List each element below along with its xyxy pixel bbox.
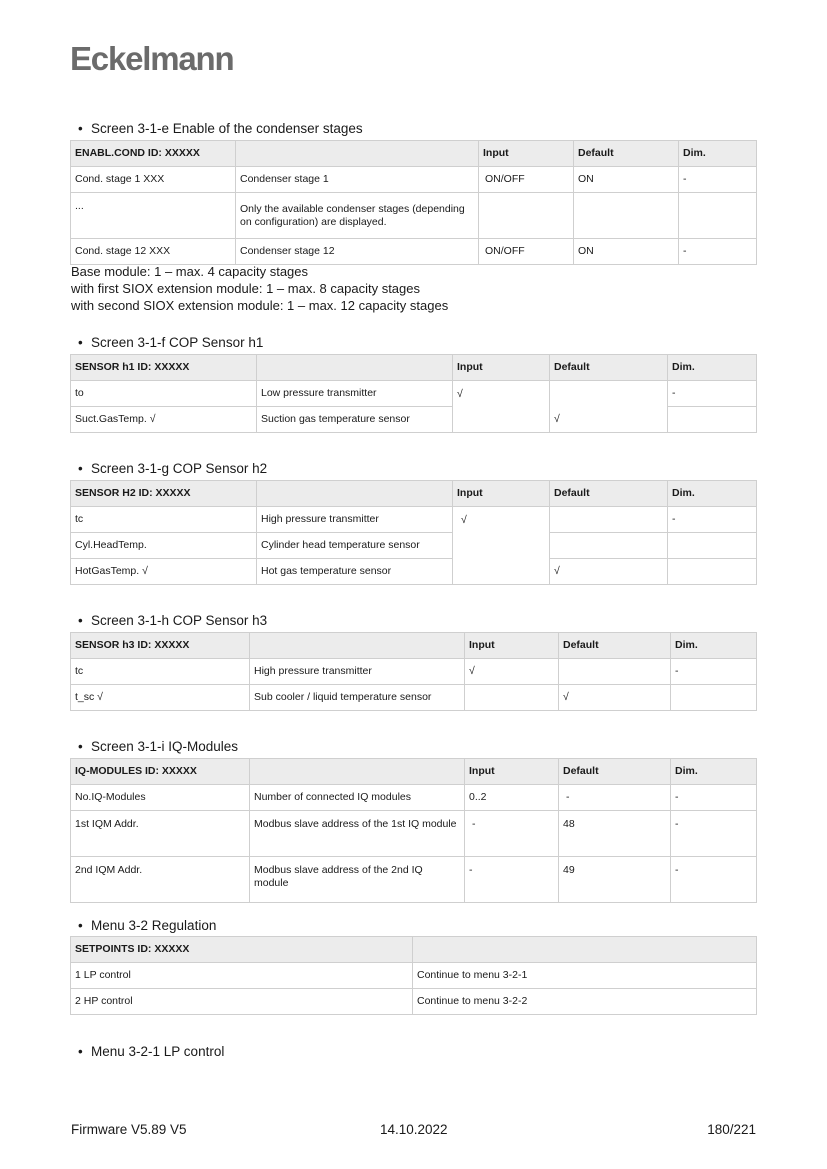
table-row — [71, 659, 757, 685]
header-cell: Dim. — [679, 141, 757, 167]
cell: ... — [71, 193, 236, 239]
table-row — [71, 507, 757, 533]
header-cell — [250, 633, 465, 659]
cell — [465, 685, 559, 711]
header-cell: Default — [574, 141, 679, 167]
cell — [668, 559, 757, 585]
cell: Suction gas temperature sensor — [257, 407, 453, 433]
table-header-row — [71, 141, 757, 167]
sensor-h2-table — [70, 480, 757, 585]
header-cell — [257, 481, 453, 507]
cell: Modbus slave address of the 2nd IQ module — [250, 857, 465, 903]
cell: 2nd IQM Addr. — [71, 857, 250, 903]
table-row — [71, 685, 757, 711]
table-row — [71, 167, 757, 193]
condenser-stages-table — [70, 140, 757, 265]
cell: Cond. stage 1 XXX — [71, 167, 236, 193]
cell — [668, 407, 757, 433]
section-heading-h3: • Screen 3-1-h COP Sensor h3 — [78, 613, 268, 628]
cell: √ — [550, 381, 668, 433]
cell: tc — [71, 659, 250, 685]
cell: to — [71, 381, 257, 407]
footer-page-number: 180/221 — [707, 1122, 756, 1137]
header-cell: Dim. — [668, 481, 757, 507]
header-cell: Default — [550, 355, 668, 381]
header-cell — [257, 355, 453, 381]
cell — [679, 193, 757, 239]
cell: 1st IQM Addr. — [71, 811, 250, 857]
footer-firmware: Firmware V5.89 V5 — [71, 1122, 187, 1137]
cell: ON — [574, 239, 679, 265]
cell — [574, 193, 679, 239]
cell: tc — [71, 507, 257, 533]
iq-modules-table — [70, 758, 757, 903]
cell: - — [668, 381, 757, 407]
section-heading-h1: • Screen 3-1-f COP Sensor h1 — [78, 335, 264, 350]
table-row — [71, 963, 757, 989]
header-cell: Input — [453, 355, 550, 381]
table-row — [71, 239, 757, 265]
header-cell — [250, 759, 465, 785]
cell: √ — [453, 507, 550, 585]
sensor-h3-table — [70, 632, 757, 711]
header-cell: Input — [465, 759, 559, 785]
header-cell: Dim. — [671, 633, 757, 659]
cell: Hot gas temperature sensor — [257, 559, 453, 585]
table-row — [71, 559, 757, 585]
header-cell: SENSOR H2 ID: XXXXX — [71, 481, 257, 507]
cell: Continue to menu 3-2-1 — [413, 963, 757, 989]
header-cell: Default — [550, 481, 668, 507]
table-row — [71, 193, 757, 239]
cell — [668, 533, 757, 559]
cell — [671, 685, 757, 711]
table-header-row — [71, 937, 757, 963]
header-cell: Dim. — [671, 759, 757, 785]
header-cell: ENABL.COND ID: XXXXX — [71, 141, 236, 167]
section-heading-regulation: • Menu 3-2 Regulation — [78, 918, 217, 933]
note-line: Base module: 1 – max. 4 capacity stages — [71, 264, 309, 279]
cell: Number of connected IQ modules — [250, 785, 465, 811]
cell: - — [465, 857, 559, 903]
cell: 2 HP control — [71, 989, 413, 1015]
note-line: with first SIOX extension module: 1 – max. 8 capacity stages — [71, 281, 420, 296]
cell: Only the available condenser stages (depending on configuration) are displayed. — [236, 193, 479, 239]
cell: t_sc √ — [71, 685, 250, 711]
cell: - — [671, 785, 757, 811]
header-cell: SETPOINTS ID: XXXXX — [71, 937, 413, 963]
section-heading-lp-control: • Menu 3-2-1 LP control — [78, 1044, 225, 1059]
cell: High pressure transmitter — [250, 659, 465, 685]
table-header-row — [71, 759, 757, 785]
setpoints-table — [70, 936, 757, 1015]
section-heading-condenser: • Screen 3-1-e Enable of the condenser stages — [78, 121, 363, 136]
section-heading-iq: • Screen 3-1-i IQ-Modules — [78, 739, 239, 754]
header-cell: Input — [479, 141, 574, 167]
cell: Sub cooler / liquid temperature sensor — [250, 685, 465, 711]
cell: 1 LP control — [71, 963, 413, 989]
table-row — [71, 533, 757, 559]
table-header-row — [71, 633, 757, 659]
cell: Cyl.HeadTemp. — [71, 533, 257, 559]
cell: HotGasTemp. √ — [71, 559, 257, 585]
cell: 49 — [559, 857, 671, 903]
table-row — [71, 811, 757, 857]
cell: 0..2 — [465, 785, 559, 811]
table-header-row — [71, 355, 757, 381]
note-line: with second SIOX extension module: 1 – max. 12 capacity stages — [71, 298, 449, 313]
cell: Modbus slave address of the 1st IQ module — [250, 811, 465, 857]
cell: - — [679, 167, 757, 193]
cell: - — [679, 239, 757, 265]
header-cell — [413, 937, 757, 963]
cell: √ — [550, 559, 668, 585]
header-cell: IQ-MODULES ID: XXXXX — [71, 759, 250, 785]
table-header-row — [71, 481, 757, 507]
cell: Condenser stage 12 — [236, 239, 479, 265]
cell: ON/OFF — [479, 167, 574, 193]
cell: Low pressure transmitter — [257, 381, 453, 407]
table-row — [71, 785, 757, 811]
cell: - — [671, 857, 757, 903]
cell: ON/OFF — [479, 239, 574, 265]
cell: - — [671, 811, 757, 857]
cell: √ — [453, 381, 550, 433]
cell: High pressure transmitter — [257, 507, 453, 533]
table-row — [71, 989, 757, 1015]
cell: 48 — [559, 811, 671, 857]
cell: Cond. stage 12 XXX — [71, 239, 236, 265]
cell: Continue to menu 3-2-2 — [413, 989, 757, 1015]
cell — [550, 507, 668, 533]
cell: No.IQ-Modules — [71, 785, 250, 811]
cell — [550, 533, 668, 559]
cell: - — [465, 811, 559, 857]
section-heading-h2: • Screen 3-1-g COP Sensor h2 — [78, 461, 268, 476]
cell — [559, 659, 671, 685]
cell: Condenser stage 1 — [236, 167, 479, 193]
header-cell: Input — [453, 481, 550, 507]
table-row — [71, 381, 757, 407]
cell: Cylinder head temperature sensor — [257, 533, 453, 559]
header-cell: SENSOR h1 ID: XXXXX — [71, 355, 257, 381]
cell: - — [559, 785, 671, 811]
eckelmann-logo: Eckelmann — [70, 40, 234, 77]
capacity-stages-note — [71, 263, 448, 314]
header-cell: Dim. — [668, 355, 757, 381]
header-cell: Default — [559, 759, 671, 785]
header-cell: Input — [465, 633, 559, 659]
cell: √ — [559, 685, 671, 711]
cell: - — [668, 507, 757, 533]
cell: - — [671, 659, 757, 685]
cell — [479, 193, 574, 239]
sensor-h1-table — [70, 354, 757, 433]
cell: Suct.GasTemp. √ — [71, 407, 257, 433]
table-row — [71, 857, 757, 903]
cell: ON — [574, 167, 679, 193]
header-cell: SENSOR h3 ID: XXXXX — [71, 633, 250, 659]
header-cell — [236, 141, 479, 167]
cell: √ — [465, 659, 559, 685]
footer-date: 14.10.2022 — [380, 1122, 448, 1137]
header-cell: Default — [559, 633, 671, 659]
